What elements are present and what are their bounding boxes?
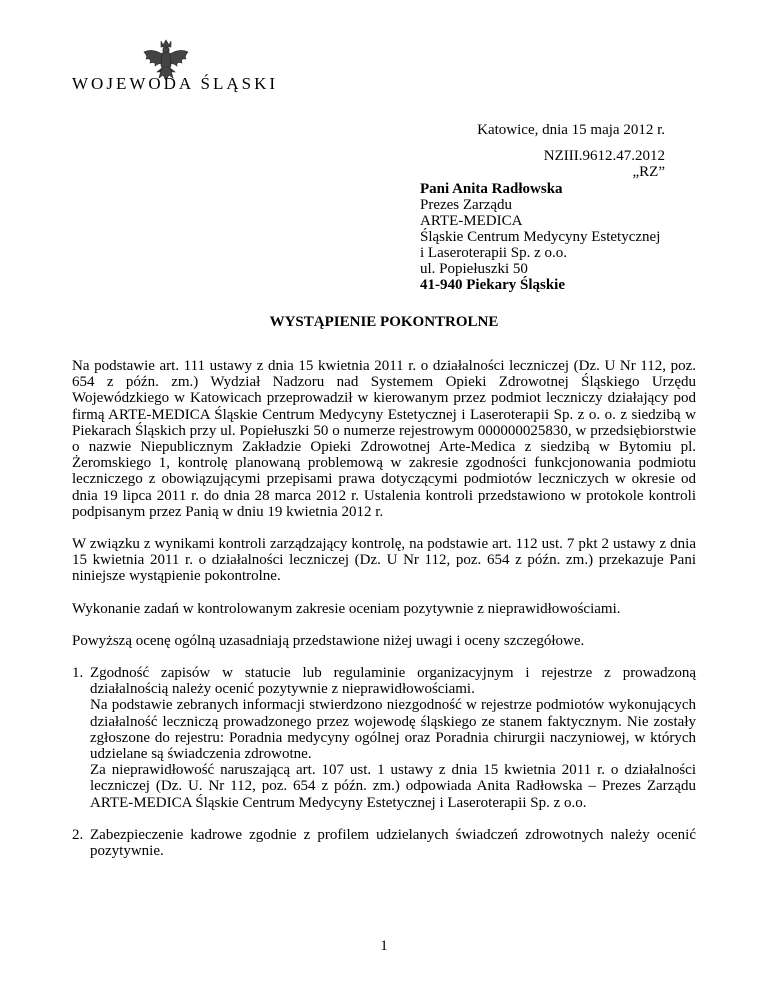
- document-title: WYSTĄPIENIE POKONTROLNE: [269, 314, 499, 330]
- list-item-number: 1.: [72, 665, 84, 682]
- list-item-number: 2.: [72, 826, 84, 843]
- page-number: 1: [380, 938, 388, 954]
- list-item-text: Zabezpieczenie kadrowe zgodnie z profilem udzielanych świadczeń zdrowotnych należy ocenić pozytywnie.: [90, 826, 696, 860]
- list-item-text: Na podstawie zebranych informacji stwierdzono niezgodność w rejestrze podmiotów wykonujących działalność leczniczą prowadzonego przez wojewodę śląskiego ze stanem faktycznym. Nie zostały zgłoszone do rejestru: Poradnia medycyny ogólnej oraz Poradnia chirurgii naczyniowej, w których udzielane są świadczenia zdrowotne.: [90, 697, 696, 763]
- paragraph: Na podstawie art. 111 ustawy z dnia 15 kwietnia 2011 r. o działalności leczniczej (Dz. U Nr 112, poz. 654 z późn. zm.) Wydział Nadzoru nad Systemem Opieki Zdrowotnej Śląskiego Urzędu Wojewódzkiego w Katowicach przeprowadził w kierowanym przez podmiot leczniczy działający pod firmą ARTE-MEDICA Śląskie Centrum Medycyny Estetycznej i Laseroterapii Sp. z o. o. z siedzibą w Piekarach Śląskich przy ul. Popiełuszki 50 o numerze rejestrowym 000000025830, w przedsiębiorstwie o nazwie Niepublicznym Zakładzie Opieki Zdrowotnej Arte-Medica z siedzibą w Bytomiu pl. Żeromskiego 1, kontrolę planowaną problemową w zakresie zgodności funkcjonowania podmiotu leczniczego z obowiązującymi przepisami prawa dotyczącymi podmiotów leczniczych w okresie od dnia 19 lipca 2011 r. do dnia 28 marca 2012 r. Ustalenia kontroli przedstawiono w protokole kontroli podpisanym przez Panią w dniu 19 kwietnia 2012 r.: [72, 358, 696, 520]
- addressee-company: ARTE-MEDICA: [420, 213, 523, 229]
- list-item-text: Za nieprawidłowość naruszającą art. 107 ust. 1 ustawy z dnia 15 kwietnia 2011 r. o działalności leczniczej (Dz. U. Nr 112, poz. 654 z późn. zm.) odpowiada Anita Radłowska – Prezes Zarządu ARTE-MEDICA Śląskie Centrum Medycyny Estetycznej i Laseroterapii Sp. z o.o.: [90, 762, 696, 811]
- findings-list: [72, 665, 696, 859]
- addressee-city: 41-940 Piekary Śląskie: [420, 277, 565, 293]
- reference-number: NZIII.9612.47.2012: [543, 148, 665, 164]
- office-name: WOJEWODA ŚLĄSKI: [72, 74, 279, 93]
- document-body: [72, 358, 696, 875]
- paragraph: Powyższą ocenę ogólną uzasadniają przedstawione niżej uwagi i oceny szczegółowe.: [72, 632, 585, 649]
- paragraph: W związku z wynikami kontroli zarządzający kontrolę, na podstawie art. 112 ust. 7 pkt 2 ustawy z dnia 15 kwietnia 2011 r. o działalności leczniczej (Dz. U Nr 112, poz. 654 z późn. zm.) przekazuje Pani niniejsze wystąpienie pokontrolne.: [72, 536, 696, 585]
- addressee-position: Prezes Zarządu: [420, 197, 513, 213]
- list-item: [72, 665, 696, 811]
- list-item: [72, 826, 696, 860]
- addressee-company-line2: Śląskie Centrum Medycyny Estetycznej: [420, 229, 661, 245]
- paragraph: Wykonanie zadań w kontrolowanym zakresie oceniam pozytywnie z nieprawidłowościami.: [72, 600, 621, 617]
- addressee-block: [420, 181, 720, 293]
- list-item-text: Zgodność zapisów w statucie lub regulaminie organizacyjnym i rejestrze z prowadzoną działalnością należy ocenić pozytywnie z nieprawidłowościami.: [90, 665, 696, 698]
- addressee-name: Pani Anita Radłowska: [420, 181, 563, 197]
- addressee-street: ul. Popiełuszki 50: [420, 261, 528, 277]
- addressee-company-line3: i Laseroterapii Sp. z o.o.: [420, 245, 568, 261]
- reference-block: [465, 148, 665, 180]
- date-line: Katowice, dnia 15 maja 2012 r.: [477, 122, 665, 138]
- reference-mark: „RZ”: [632, 164, 665, 180]
